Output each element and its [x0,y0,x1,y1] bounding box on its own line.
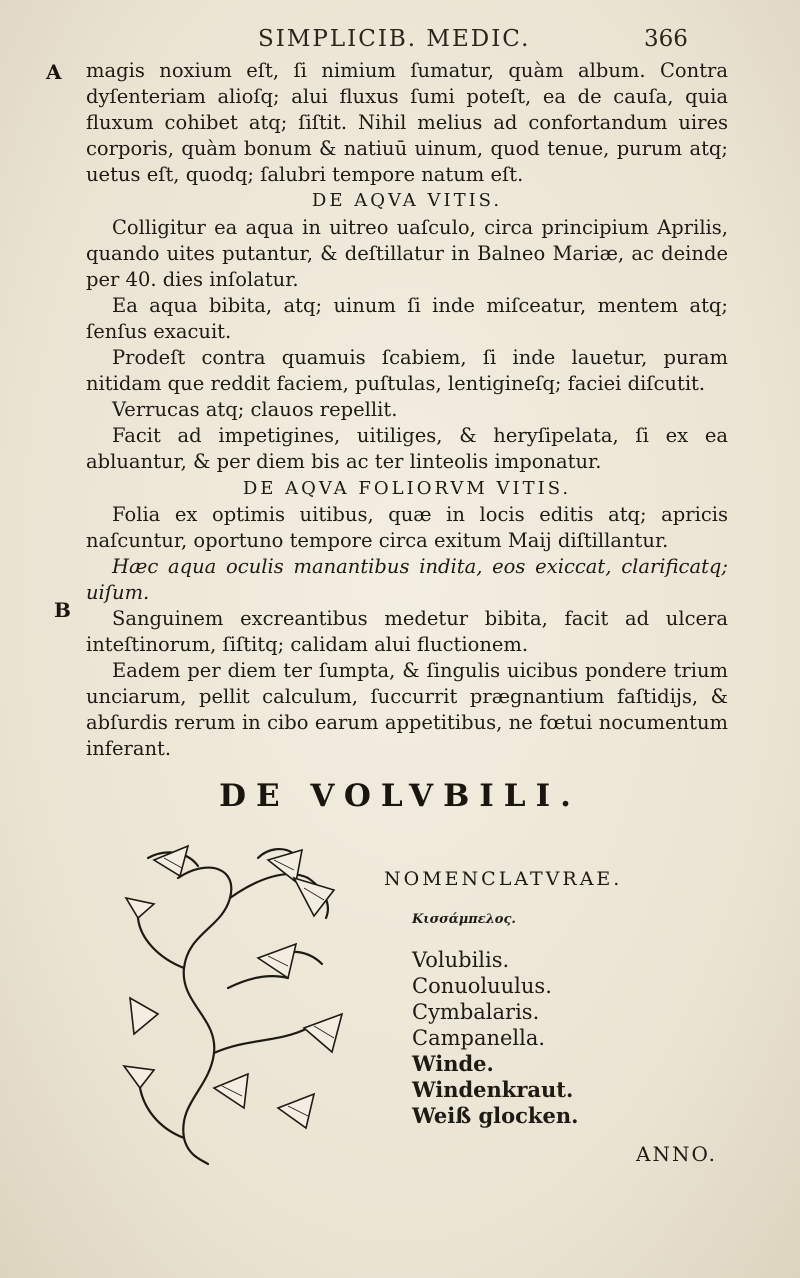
plant-name: Conuoluulus. [412,974,552,998]
paragraph: Colligitur ea aqua in uitreo uaſculo, circa principium Aprilis, quando uites putantur, & deſtillatur in Balneo Mariæ, ac deinde per 40. dies inſolatur. [86,215,728,291]
body-text [86,58,728,763]
plant-name: Weiß glocken. [412,1103,579,1128]
margin-letter-a: A [46,60,62,84]
paragraph: Eadem per diem ter ſumpta, & ſingulis uicibus pondere trium unciarum, pellit calculum, ſuccurrit prægnantium faſtidijs, & abſurdis rerum in cibo earum appetitibus, ne fœtui nocumentum inferant. [86,659,728,761]
paragraph: Sanguinem excreantibus medetur bibita, facit ad ulcera inteſtinorum, ſiſtitq; calidam alui fluctionem. [86,606,728,657]
catchword: ANNO. [636,1142,718,1166]
paragraph: Verrucas atq; clauos repellit. [112,398,398,422]
paragraph: Hæc aqua oculis manantibus indita, eos exiccat, clarificatq; uiſum. [86,554,728,604]
plant-name: Campanella. [412,1026,546,1050]
plant-name: Volubilis. [412,948,510,972]
paragraph: magis noxium eſt, ſi nimium ſumatur, quàm album. Contra dyſenteriam alioſq; alui fluxus ſumi poteſt, ea de cauſa, quia fluxum cohibet atq; ſiſtit. Nihil melius ad confortandum uires corporis, quàm bonum & natiuū uinum, quod tenue, purum atq; uetus eſt, quodq; ſalubri tempore natum eſt. [86,59,728,187]
running-head: SIMPLICIB. MEDIC. [258,26,531,52]
plant-name: Winde. [412,1051,494,1076]
page-number: 366 [644,26,688,52]
paragraph: Folia ex optimis uitibus, quæ in locis editis atq; apricis naſcuntur, oportuno tempore circa exitum Maij diſtillantur. [86,502,728,552]
paragraph: Facit ad impetigines, uitiliges, & heryſipelata, ſi ex ea abluantur, & per diem bis ac ter linteolis imponatur. [86,424,728,474]
plant-name: Cymbalaris. [412,1000,540,1024]
bindweed-woodcut-illustration [118,838,366,1168]
section-heading-aqua-vitis: DE AQVA VITIS. [311,190,503,212]
paragraph: Prodeſt contra quamuis ſcabiem, ſi inde lauetur, puram nitidam que reddit faciem, puſtulas, lentigineſq; faciei diſcutit. [86,346,728,396]
nomenclature-title: NOMENCLATVRAE. [384,868,623,890]
section-title-de-volubili: DE VOLVBILI. [219,778,581,814]
nomenclature-block [384,868,724,1129]
margin-letter-b: B [54,598,71,622]
paragraph: Ea aqua bibita, atq; uinum ſi inde miſceatur, mentem atq; ſenſus exacuit. [86,293,728,343]
plant-names-list [412,947,724,1129]
greek-name: Κισσάμπελος. [412,912,516,927]
plant-name: Windenkraut. [412,1077,574,1102]
section-heading-aqua-foliorum: DE AQVA FOLIORVM VITIS. [242,477,572,499]
page-header [0,20,800,60]
